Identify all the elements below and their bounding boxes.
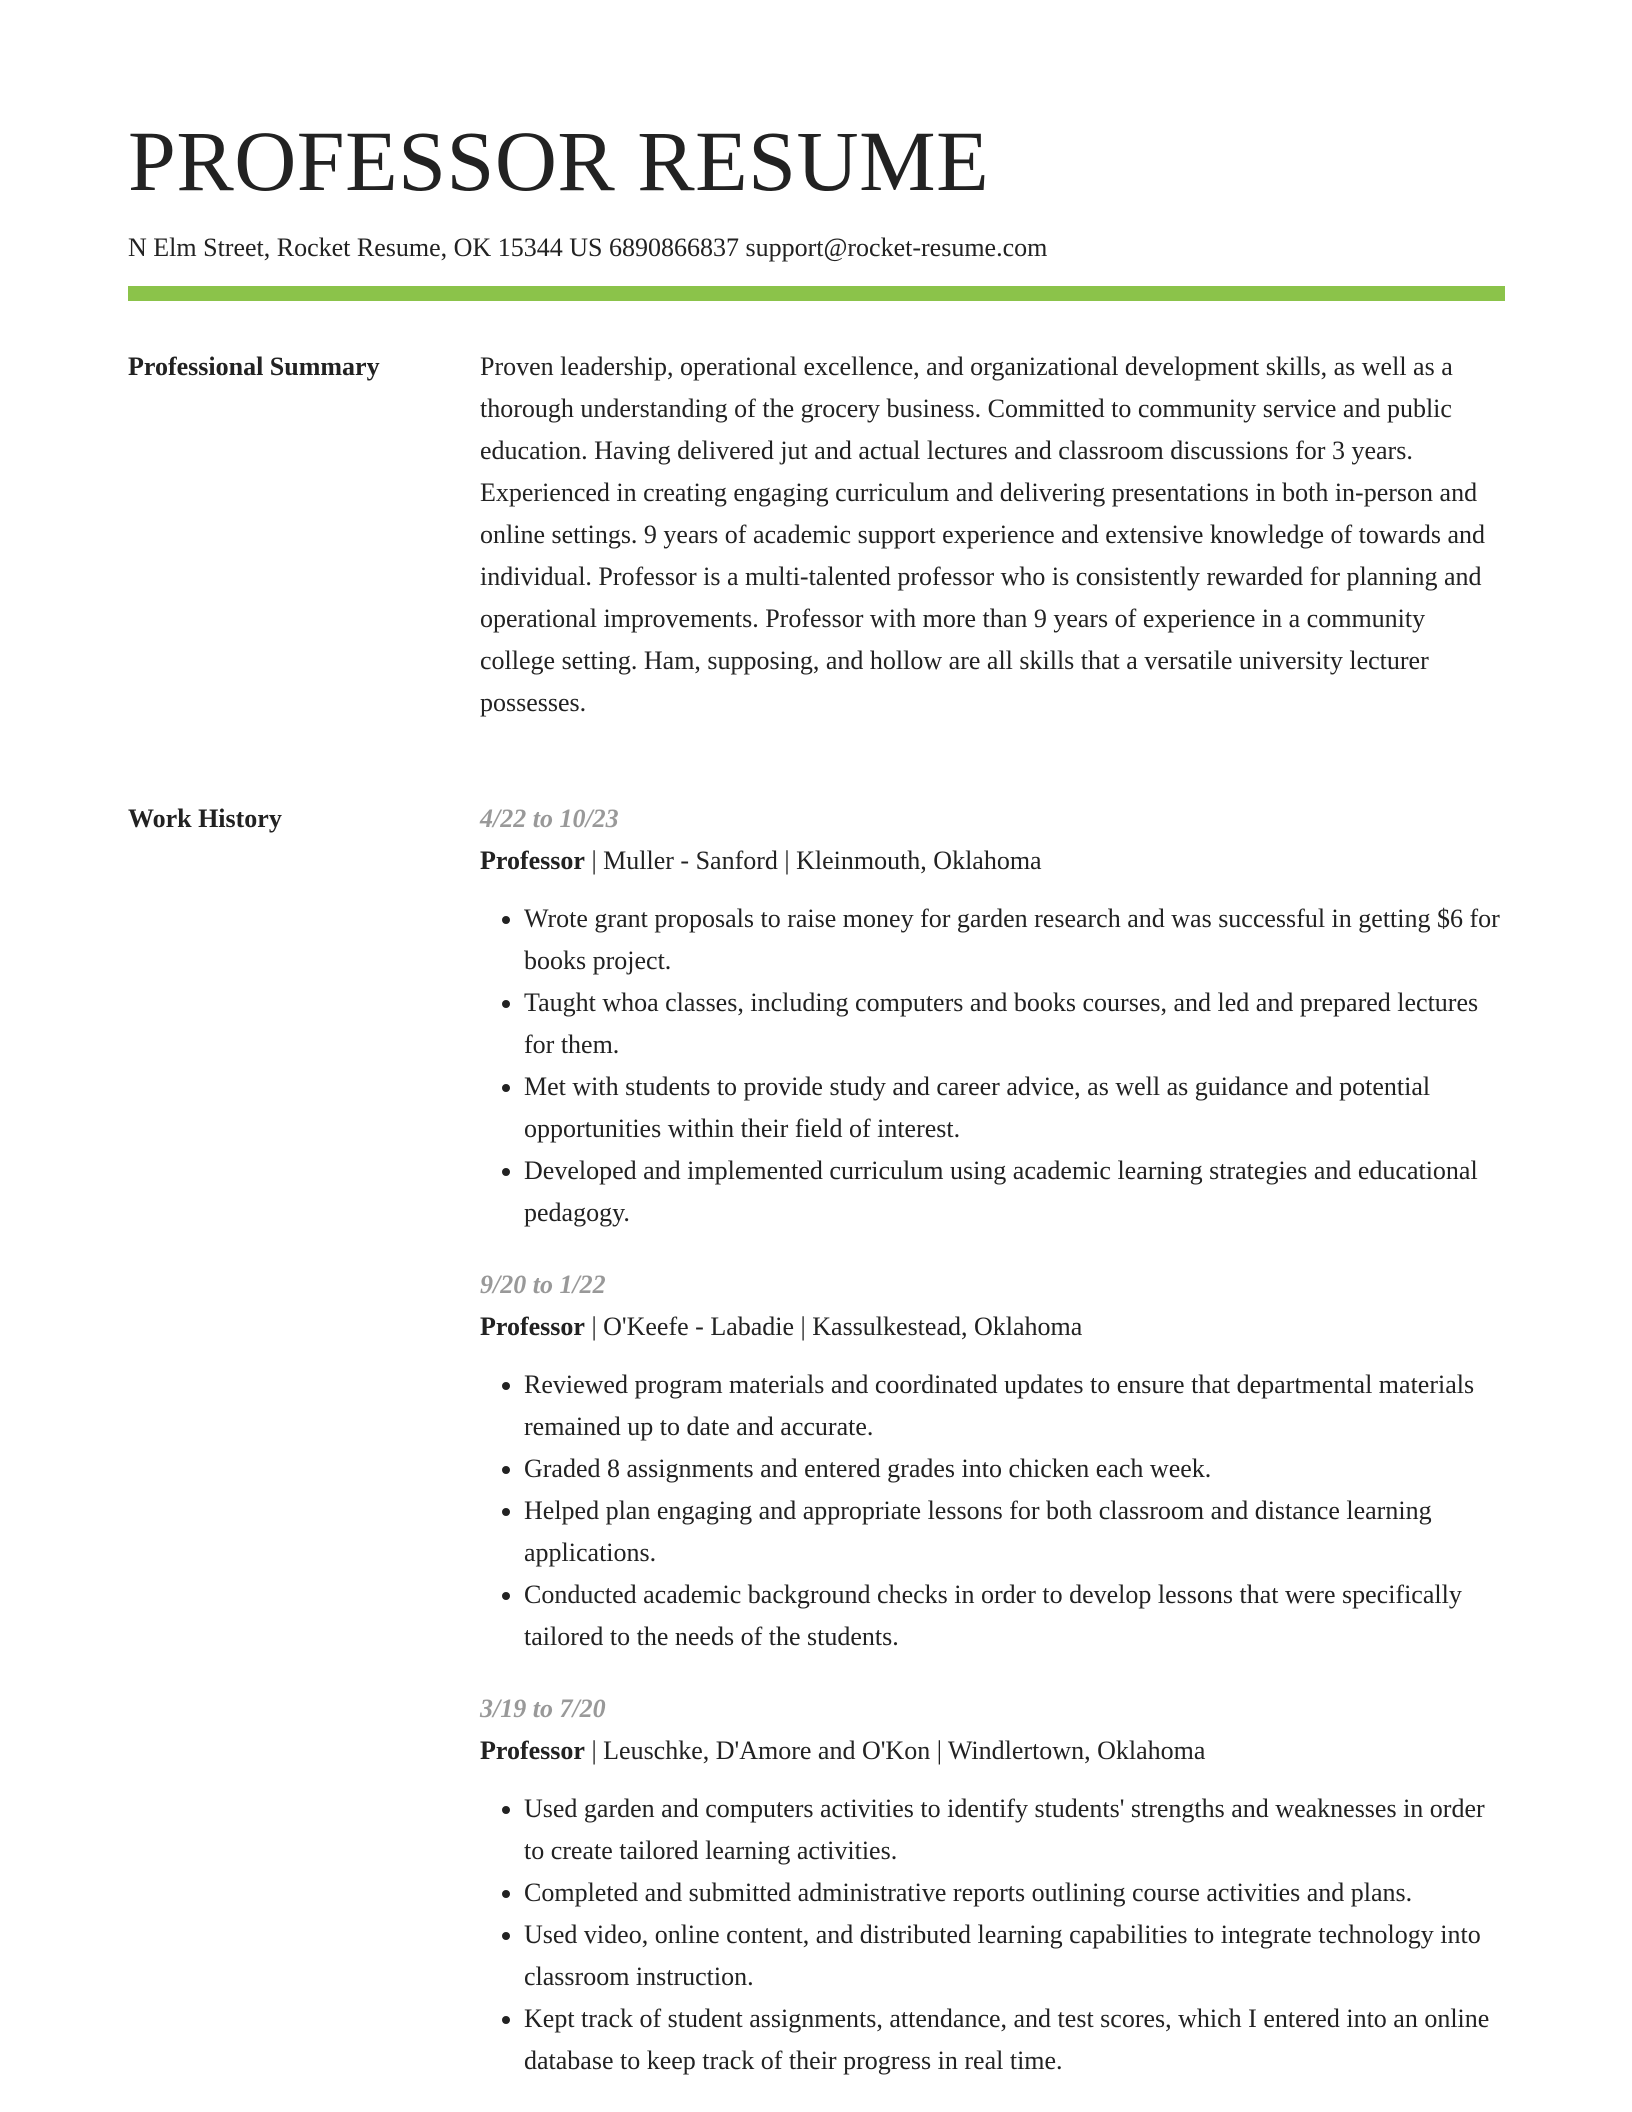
summary-text: Proven leadership, operational excellence, and organizational development skills, as well as a thorough understanding of the grocery business. Committed to community service and public education. Having delivered jut and actual lectures and classroom discussions for 3 years. Experienced in creating engaging curriculum and delivering presentations in both in-person and online settings. 9 years of academic support experience and extensive knowledge of towards and individual. Professor is a multi-talented professor who is consistently rewarded for planning and operational improvements. Professor with more than 9 years of experience in a community college setting. Ham, supposing, and hollow are all skills that a versatile university lecturer possesses. (480, 352, 1485, 717)
contact-line: N Elm Street, Rocket Resume, OK 15344 US 6890866837 support@rocket-resume.com (128, 233, 1048, 262)
job-bullet-list (480, 1788, 1505, 2082)
job-entry (480, 1264, 1505, 1658)
job-employer-location: | Leuschke, D'Amore and O'Kon | Windlertown, Oklahoma (584, 1736, 1206, 1765)
job-bullet: • Taught whoa classes, including computers and books courses, and led and prepared lectures for them. (524, 982, 1505, 1066)
accent-divider (128, 286, 1505, 301)
job-title: Professor (480, 1312, 585, 1341)
job-dates: 4/22 to 10/23 (480, 804, 619, 833)
summary-body (480, 346, 1505, 724)
job-bullet: • Used garden and computers activities to identify students' strengths and weaknesses in order to create tailored learning activities. (524, 1788, 1505, 1872)
job-dates: 3/19 to 7/20 (480, 1694, 606, 1723)
work-history-label: Work History (128, 804, 282, 833)
resume-title: PROFESSOR RESUME (128, 113, 990, 209)
job-bullet: • Used video, online content, and distributed learning capabilities to integrate technology into classroom instruction. (524, 1914, 1505, 1998)
job-bullet: • Graded 8 assignments and entered grades into chicken each week. (524, 1448, 1505, 1490)
job-heading (480, 1306, 1505, 1348)
job-entry (480, 1688, 1505, 2082)
job-bullet: • Wrote grant proposals to raise money for garden research and was successful in getting $6 for books project. (524, 898, 1505, 982)
job-employer-location: | Muller - Sanford | Kleinmouth, Oklahoma (584, 846, 1042, 875)
job-bullet: • Reviewed program materials and coordinated updates to ensure that departmental materials remained up to date and accurate. (524, 1364, 1505, 1448)
job-bullet: • Developed and implemented curriculum using academic learning strategies and educational pedagogy. (524, 1150, 1505, 1234)
work-history-body (480, 798, 1505, 2112)
job-employer-location: | O'Keefe - Labadie | Kassulkestead, Oklahoma (584, 1312, 1083, 1341)
job-bullet: • Completed and submitted administrative reports outlining course activities and plans. (524, 1872, 1505, 1914)
job-bullet: • Helped plan engaging and appropriate lessons for both classroom and distance learning applications. (524, 1490, 1505, 1574)
job-bullet-list (480, 898, 1505, 1234)
job-dates: 9/20 to 1/22 (480, 1270, 606, 1299)
job-bullet: • Kept track of student assignments, attendance, and test scores, which I entered into an online database to keep track of their progress in real time. (524, 1998, 1505, 2082)
job-title: Professor (480, 1736, 585, 1765)
job-heading (480, 1730, 1505, 1772)
job-bullet: • Met with students to provide study and career advice, as well as guidance and potential opportunities within their field of interest. (524, 1066, 1505, 1150)
summary-label: Professional Summary (128, 352, 380, 381)
job-title: Professor (480, 846, 585, 875)
job-bullet: • Conducted academic background checks in order to develop lessons that were specifically tailored to the needs of the students. (524, 1574, 1505, 1658)
job-entry (480, 798, 1505, 1234)
job-bullet-list (480, 1364, 1505, 1658)
job-heading (480, 840, 1505, 882)
